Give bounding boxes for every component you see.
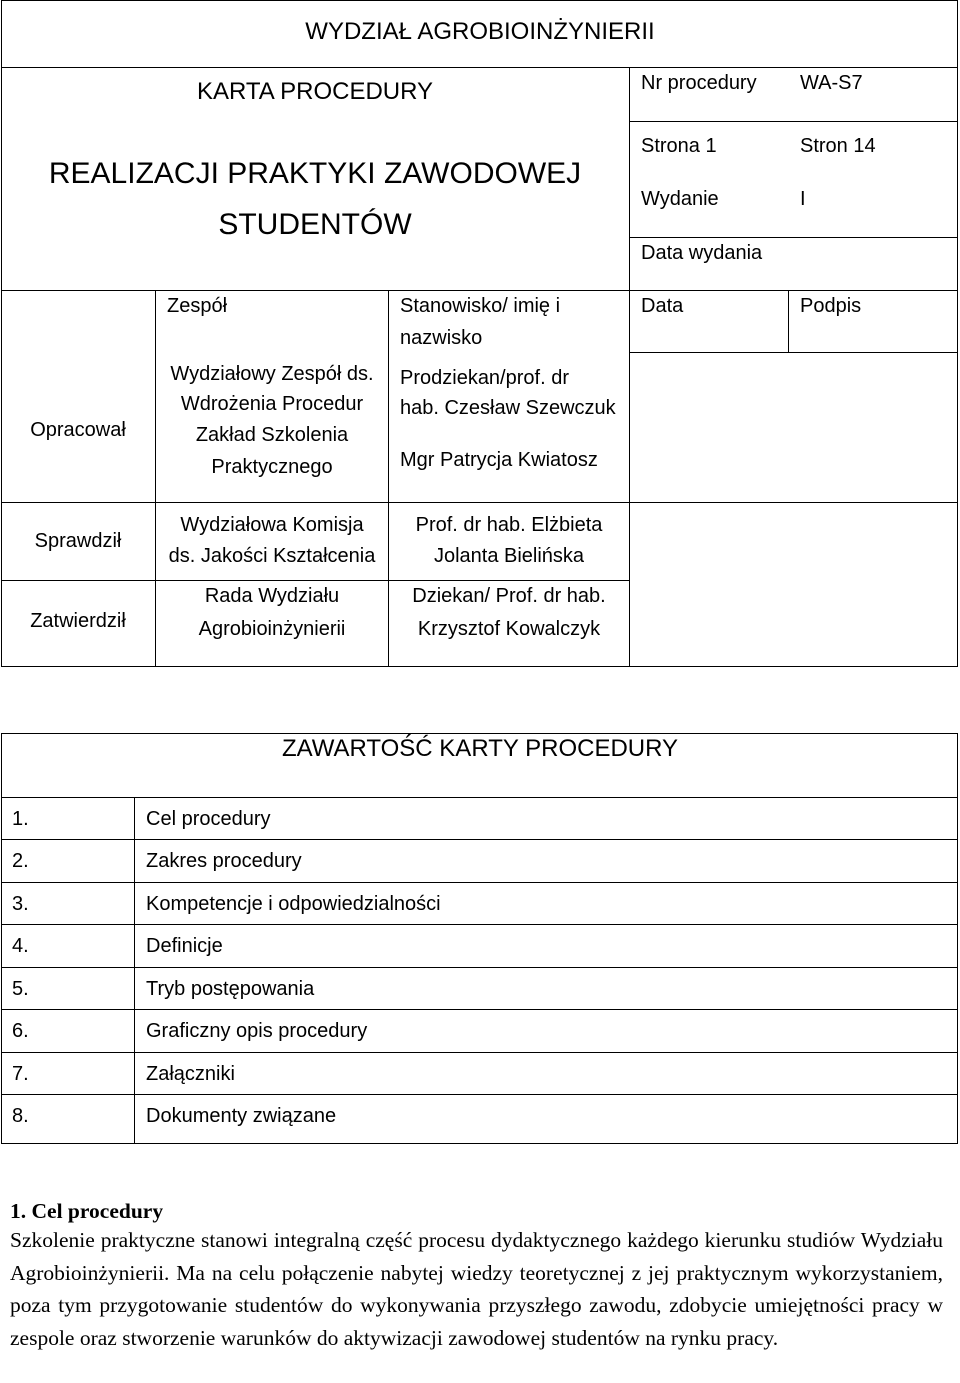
toc-item-label: Kompetencje i odpowiedzialności (146, 893, 441, 915)
toc-item-number: 2. (12, 850, 29, 872)
procedure-name-line1: REALIZACJI PRAKTYKI ZAWODOWEJ (48, 157, 582, 190)
date-column-header: Data (641, 295, 684, 317)
toc-item-label: Definicje (146, 935, 223, 957)
procedure-name-line2: STUDENTÓW (218, 208, 412, 241)
person-line: Krzysztof Kowalczyk (417, 618, 601, 640)
position-column-header: Stanowisko/ imię i (400, 295, 561, 317)
person-line: Prodziekan/prof. dr (400, 367, 569, 389)
divider (1, 797, 958, 798)
divider (629, 67, 630, 667)
divider (788, 290, 789, 352)
toc-title: ZAWARTOŚĆ KARTY PROCEDURY (281, 735, 679, 762)
toc-item-label: Cel procedury (146, 808, 271, 830)
team-column-header: Zespół (167, 295, 228, 317)
divider (1, 502, 958, 503)
divider (1, 882, 958, 883)
team-line: Wydziałowa Komisja (180, 514, 364, 536)
divider (1, 1009, 958, 1010)
team-line: Wydziałowy Zespół ds. (170, 363, 374, 385)
faculty-title: WYDZIAŁ AGROBIOINŻYNIERII (305, 18, 655, 45)
signature-column-header: Podpis (800, 295, 862, 317)
toc-item-number: 6. (12, 1020, 29, 1042)
toc-item-number: 3. (12, 893, 29, 915)
toc-item-label: Tryb postępowania (146, 978, 315, 1000)
person-line: Jolanta Bielińska (433, 545, 585, 567)
team-line: Agrobioinżynierii (198, 618, 346, 640)
toc-item-number: 1. (12, 808, 29, 830)
toc-item-label: Graficzny opis procedury (146, 1020, 368, 1042)
section-body-text: Szkolenie praktyczne stanowi integralną część procesu dydaktycznego każdego kierunku studiów Wydziału Agrobioinżynierii. Ma na celu połączenie nabytej wiedzy teoretycznej z jej praktycznym wykorzystaniem, poza tym przygotowanie studentów do wykonywania przyszłego zawodu, zdobycie umiejętności pracy w zespole oraz stworzenie warunków do aktywizacji zawodowej studentów na rynku pracy. (10, 1228, 943, 1350)
team-line: Zakład Szkolenia (195, 424, 349, 446)
toc-item-label: Zakres procedury (146, 850, 302, 872)
team-line: Praktycznego (211, 456, 333, 478)
edition-label: Wydanie (641, 188, 719, 210)
divider (388, 290, 389, 667)
person-line: Dziekan/ Prof. dr hab. (412, 585, 606, 607)
divider (1, 1094, 958, 1095)
team-line: Rada Wydziału (204, 585, 340, 607)
divider (1, 967, 958, 968)
toc-item-label: Dokumenty związane (146, 1105, 337, 1127)
divider (1, 1052, 958, 1053)
procedure-number-value: WA-S7 (800, 72, 863, 94)
divider (629, 121, 958, 122)
procedure-number-label: Nr procedury (641, 72, 757, 94)
page-label: Strona 1 (641, 135, 717, 157)
toc-item-number: 7. (12, 1063, 29, 1085)
issue-date-label: Data wydania (641, 242, 763, 264)
divider (629, 352, 958, 353)
toc-item-number: 8. (12, 1105, 29, 1127)
toc-table (1, 733, 958, 1144)
team-line: ds. Jakości Kształcenia (168, 545, 376, 567)
section-heading: 1. Cel procedury (10, 1199, 164, 1223)
edition-value: I (800, 188, 806, 210)
person-line: Mgr Patrycja Kwiatosz (400, 449, 598, 471)
role-checked: Sprawdził (34, 530, 122, 552)
pages-count-label: Stron 14 (800, 135, 876, 157)
person-line: Prof. dr hab. Elżbieta (415, 514, 603, 536)
toc-item-number: 5. (12, 978, 29, 1000)
position-column-header-cont: nazwisko (400, 327, 483, 349)
divider (155, 290, 156, 667)
divider (1, 924, 958, 925)
divider (1, 839, 958, 840)
person-line: hab. Czesław Szewczuk (400, 397, 616, 419)
toc-item-label: Załączniki (146, 1063, 235, 1085)
team-line: Wdrożenia Procedur (180, 393, 364, 415)
role-prepared: Opracował (30, 419, 126, 441)
toc-item-number: 4. (12, 935, 29, 957)
role-approved: Zatwierdził (30, 610, 126, 632)
card-title: KARTA PROCEDURY (196, 78, 434, 105)
divider (134, 797, 135, 1144)
